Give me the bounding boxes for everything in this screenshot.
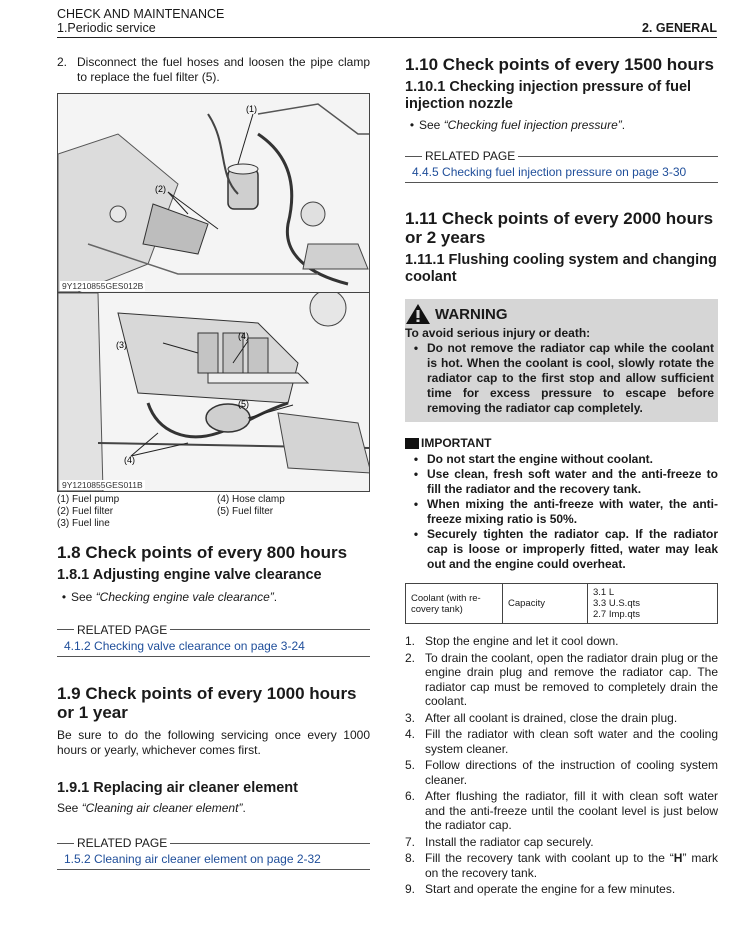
important-item [405, 467, 718, 497]
legend-item: (2) Fuel filter [57, 506, 114, 517]
section-1-9-paragraph: Be sure to do the following servicing once every 1000 hours or yearly, whichever comes first. [57, 727, 370, 757]
step-2 [57, 55, 370, 84]
punct: . [242, 801, 246, 815]
section-1-11-1-title: 1.11.1 Flushing cooling system and changing coolant [405, 252, 717, 285]
section-1-10-1-title: 1.10.1 Checking injection pressure of fuel injection nozzle [405, 79, 692, 112]
table-cell: Coolant (with re-covery tank) [406, 584, 503, 624]
important-block [405, 436, 718, 572]
warning-title: WARNING [435, 305, 508, 323]
figure-fuel-pump [57, 93, 370, 293]
warning-heading [405, 303, 714, 325]
step-text: Stop the engine and let it cool down. [425, 634, 619, 648]
callout-3: (3) [116, 340, 127, 350]
related-page-block [57, 623, 370, 657]
warning-box [405, 299, 718, 422]
callout-5: (5) [238, 399, 249, 409]
step-number: 4. [405, 727, 416, 741]
bullet-icon: • [413, 452, 419, 466]
related-page-block [57, 836, 370, 870]
engine-illustration-1 [58, 94, 370, 292]
step-number: 5. [405, 758, 416, 772]
callout-2: (2) [155, 184, 166, 194]
related-link[interactable]: 4.1.2 Checking valve clearance on page 3-24 [64, 638, 305, 653]
related-label: RELATED PAGE [77, 836, 168, 850]
warning-item [405, 341, 714, 416]
step-text: Follow directions of the instruction of cooling system cleaner. [425, 758, 718, 787]
important-heading [405, 436, 718, 450]
important-icon [405, 438, 419, 449]
reference-text: “Checking engine vale clearance” [95, 589, 274, 604]
step-6 [405, 789, 718, 833]
coolant-capacity-table [405, 583, 718, 624]
section-1-9-title: 1.9 Check points of every 1000 hours or 1 year [57, 683, 357, 722]
bullet-icon: • [413, 467, 419, 481]
bullet-icon: • [409, 118, 415, 132]
table-cell: Capacity [503, 584, 588, 624]
related-link[interactable]: 1.5.2 Cleaning air cleaner element on page 2-32 [64, 852, 321, 866]
step-text: After all coolant is drained, close the drain plug. [425, 710, 678, 725]
section-1-9-1-title: 1.9.1 Replacing air cleaner element [57, 779, 298, 796]
step-text: ” mark on the recovery tank. [425, 851, 719, 880]
step-number: 2. [405, 650, 416, 665]
step-9 [405, 882, 718, 897]
callout-4a: (4) [238, 331, 249, 341]
see-label: See [71, 589, 96, 604]
legend-item: (3) Fuel line [57, 518, 110, 529]
bullet-icon: • [413, 497, 419, 511]
step-number: 2. [57, 55, 68, 69]
step-number: 9. [405, 882, 416, 896]
engine-illustration-2 [58, 293, 370, 491]
step-text: Fill the radiator with clean soft water and the cooling system cleaner. [425, 727, 718, 756]
legend-item: (1) Fuel pump [57, 494, 120, 505]
step-text: Fill the recovery tank with coolant up to the “ [425, 851, 674, 865]
related-label: RELATED PAGE [425, 149, 516, 163]
right-column [405, 55, 718, 897]
figure-code: 9Y1210855GES011B [62, 480, 143, 490]
step-number: 7. [405, 834, 416, 849]
see-reference [57, 590, 370, 605]
step-7 [405, 835, 718, 850]
header-title: CHECK AND MAINTENANCE [57, 7, 225, 21]
step-2 [405, 651, 718, 709]
see-label: See [57, 801, 82, 815]
step-1 [405, 634, 718, 649]
see-reference [57, 801, 370, 816]
step-text: After flushing the radiator, fill it with clean soft water and the anti-freeze until the coolant level is just below the radiator cap. [425, 789, 718, 832]
figure-legend [57, 494, 370, 530]
related-page-block [405, 149, 718, 183]
legend-item [217, 518, 367, 530]
section-1-11-title: 1.11 Check points of every 2000 hours or 2 years [405, 209, 714, 247]
procedure-steps [405, 634, 718, 897]
important-text: Use clean, fresh soft water and the anti-freeze to fill the radiator and the recovery tank. [427, 467, 718, 496]
section-1-8-1-title: 1.8.1 Adjusting engine valve clearance [57, 567, 322, 583]
bullet-icon: • [413, 527, 419, 541]
legend-item: (4) Hose clamp [217, 494, 285, 505]
step-number: 3. [405, 710, 416, 725]
important-text: When mixing the anti-freeze with water, the anti-freeze mixing ratio is 50%. [427, 497, 718, 526]
header-left [57, 7, 224, 35]
warning-text: Do not remove the radiator cap while the coolant is hot. When the coolant is cool, slowly rotate the radiator cap to the first stop and allow sufficient time for excess pressure to escape before removing the radiator cap completely. [427, 341, 714, 415]
bullet-icon: • [61, 589, 67, 604]
capacity-value: 3.3 U.S.qts [593, 598, 640, 609]
legend-item: (5) Fuel filter [217, 506, 274, 517]
callout-4b: (4) [124, 455, 135, 465]
callout-1: (1) [246, 104, 257, 114]
step-number: 8. [405, 851, 416, 865]
mark-h: H [673, 851, 683, 865]
section-1-10-title: 1.10 Check points of every 1500 hours [405, 55, 714, 74]
step-3 [405, 711, 718, 726]
warning-triangle-icon [405, 303, 431, 325]
table-row [406, 584, 718, 624]
left-column [57, 55, 370, 870]
step-5 [405, 758, 718, 787]
related-link[interactable]: 4.4.5 Checking fuel injection pressure on page 3-30 [412, 165, 687, 179]
important-title: IMPORTANT [421, 436, 492, 450]
step-text: Disconnect the fuel hoses and loosen the pipe clamp to replace the fuel filter (5). [77, 55, 370, 84]
header-section: 2. GENERAL [641, 21, 717, 35]
capacity-value: 2.7 Imp.qts [593, 609, 640, 620]
reference-text: “Checking fuel injection pressure” [443, 118, 622, 132]
bullet-icon: • [413, 341, 419, 355]
step-4 [405, 727, 718, 756]
step-number: 6. [405, 789, 416, 803]
see-label: See [419, 118, 444, 132]
important-text: Securely tighten the radiator cap. If the radiator cap is loose or improperly fitted, water may leak out and the engine could overheat. [427, 527, 718, 571]
important-item [405, 497, 718, 527]
punct: . [273, 589, 278, 604]
important-text: Do not start the engine without coolant. [427, 452, 653, 466]
figure-fuel-filter [57, 293, 370, 492]
see-reference [405, 118, 718, 133]
header-subtitle: 1.Periodic service [57, 21, 156, 35]
important-item [405, 527, 718, 572]
section-1-8-title: 1.8 Check points of every 800 hours [57, 543, 348, 562]
related-label: RELATED PAGE [77, 622, 168, 637]
step-number: 1. [405, 634, 416, 648]
step-text: Install the radiator cap securely. [425, 834, 594, 849]
step-text: To drain the coolant, open the radiator drain plug or the engine drain plug and remove the radiator cap. The radiator cap must be removed to completely drain the coolant. [425, 650, 718, 708]
step-text: Start and operate the engine for a few minutes. [425, 882, 676, 896]
punct: . [621, 118, 626, 132]
figure-code: 9Y1210855GES012B [62, 281, 144, 291]
table-cell [588, 584, 718, 624]
capacity-value: 3.1 L [593, 587, 615, 598]
step-8 [405, 851, 718, 880]
warning-lead: To avoid serious injury or death: [405, 326, 591, 340]
important-item [405, 452, 718, 467]
reference-text: “Cleaning air cleaner element” [81, 801, 243, 815]
header-rule [57, 37, 717, 38]
